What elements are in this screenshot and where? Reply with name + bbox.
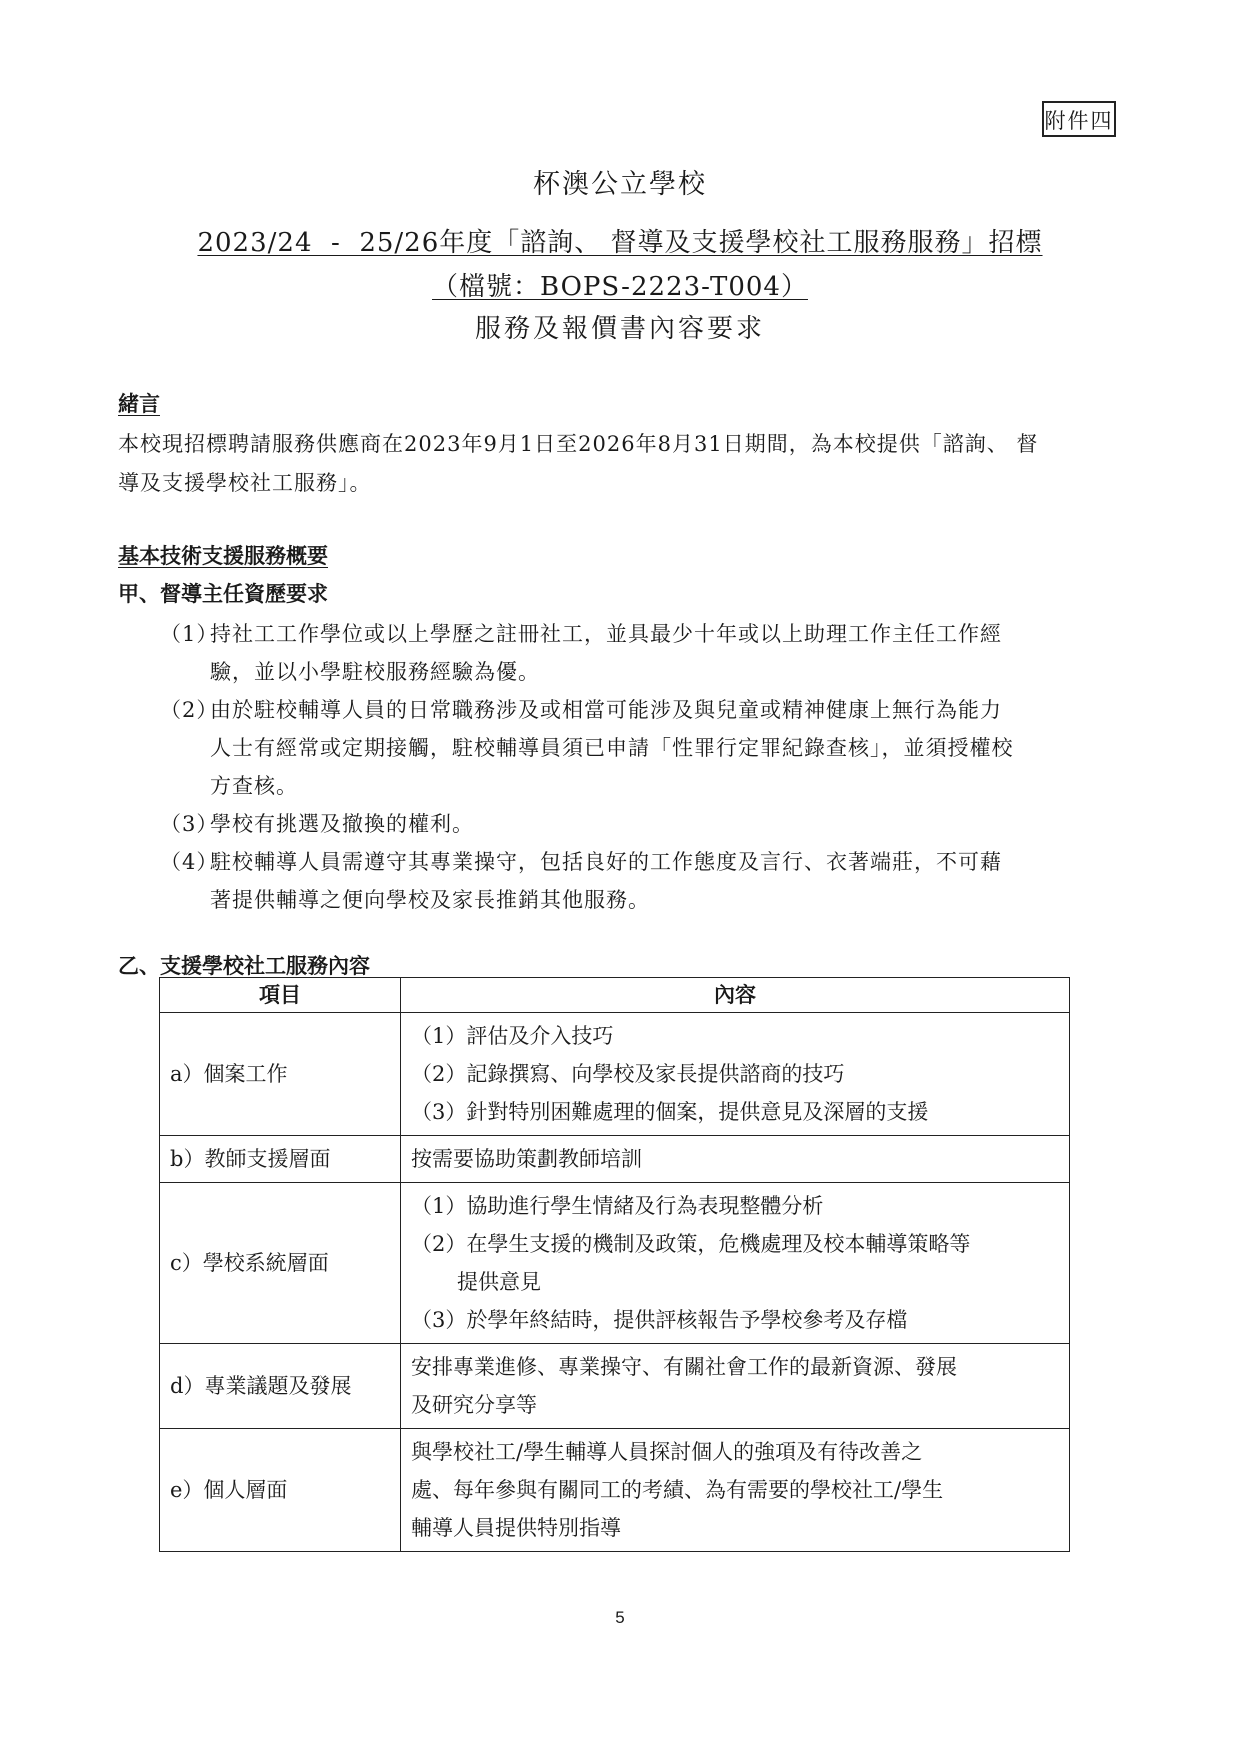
- school-name: 杯澳公立學校: [533, 169, 707, 200]
- row-content: [401, 1013, 1070, 1136]
- content-line: （2）在學生支援的機制及政策，危機處理及校本輔導策略等: [411, 1232, 971, 1256]
- table-row: [160, 1344, 1070, 1429]
- content-line: 按需要協助策劃教師培訓: [411, 1147, 642, 1171]
- table-row: [160, 1013, 1070, 1136]
- row-item: c）學校系統層面: [160, 1183, 401, 1344]
- item-3-num: （3）: [160, 812, 219, 836]
- intro-heading: 緒言: [118, 391, 160, 416]
- intro-line-1: 本校現招標聘請服務供應商在2023年9月1日至2026年8月31日期間，為本校提供「諮詢、 督: [118, 432, 1039, 456]
- content-line: 及研究分享等: [411, 1393, 537, 1417]
- annex-label: 附件四: [1042, 101, 1116, 137]
- basic-heading: 基本技術支援服務概要: [118, 543, 328, 568]
- content-line: （2）記錄撰寫、向學校及家長提供諮商的技巧: [411, 1062, 845, 1086]
- file-number-text: （檔號：BOPS-2223-T004）: [432, 272, 808, 302]
- content-line: 與學校社工/學生輔導人員探討個人的強項及有待改善之: [411, 1440, 923, 1464]
- item-1-line-2: 驗，並以小學駐校服務經驗為優。: [210, 660, 540, 684]
- content-line: （3）於學年終結時，提供評核報告予學校參考及存檔: [411, 1308, 908, 1332]
- item-4-num: （4）: [160, 850, 219, 874]
- table-row: [160, 1136, 1070, 1183]
- table-row: [160, 1429, 1070, 1552]
- item-2-line-2: 人士有經常或定期接觸，駐校輔導員須已申請「性罪行定罪紀錄查核」，並須授權校: [210, 736, 1014, 760]
- content-line: （3）針對特別困難處理的個案，提供意見及深層的支援: [411, 1100, 929, 1124]
- row-item: d）專業議題及發展: [160, 1344, 401, 1429]
- row-content: [401, 1429, 1070, 1552]
- intro-line-2: 導及支援學校社工服務」。: [118, 471, 372, 495]
- tender-title: [0, 222, 1240, 259]
- row-content: [401, 1183, 1070, 1344]
- content-line: （1）評估及介入技巧: [411, 1024, 614, 1048]
- service-table: [159, 977, 1070, 1552]
- table-row: [160, 1183, 1070, 1344]
- item-3-line-1: 學校有挑選及撤換的權利。: [210, 812, 474, 836]
- section-b-heading: 乙、支援學校社工服務內容: [118, 953, 370, 978]
- table-header-row: [160, 978, 1070, 1013]
- item-1-line-1: 持社工工作學位或以上學歷之註冊社工，並具最少十年或以上助理工作主任工作經: [210, 622, 1002, 646]
- header-item: 項目: [160, 978, 401, 1013]
- item-2-line-3: 方查核。: [210, 774, 298, 798]
- content-line: 安排專業進修、專業操守、有關社會工作的最新資源、發展: [411, 1355, 957, 1379]
- item-2-num: （2）: [160, 698, 219, 722]
- page-number: 5: [615, 1608, 625, 1627]
- item-4-line-1: 駐校輔導人員需遵守其專業操守，包括良好的工作態度及言行、衣著端莊，不可藉: [210, 850, 1002, 874]
- item-4-line-2: 著提供輔導之便向學校及家長推銷其他服務。: [210, 888, 650, 912]
- row-item: b）教師支援層面: [160, 1136, 401, 1183]
- item-2-line-1: 由於駐校輔導人員的日常職務涉及或相當可能涉及與兒童或精神健康上無行為能力: [210, 698, 1002, 722]
- row-item: a）個案工作: [160, 1013, 401, 1136]
- row-content: [401, 1136, 1070, 1183]
- content-line: （1）協助進行學生情緒及行為表現整體分析: [411, 1194, 824, 1218]
- content-line: 輔導人員提供特別指導: [411, 1516, 621, 1540]
- file-number: [0, 266, 1240, 303]
- content-line: 提供意見: [457, 1270, 541, 1294]
- section-a-heading: 甲、督導主任資歷要求: [118, 581, 328, 606]
- content-line: 處、每年參與有關同工的考績、為有需要的學校社工/學生: [411, 1478, 944, 1502]
- row-content: [401, 1344, 1070, 1429]
- tender-title-text: 2023/24 - 25/26年度「諮詢、 督導及支援學校社工服務服務」招標: [197, 228, 1043, 258]
- header-content: 內容: [401, 978, 1070, 1013]
- document-subtitle: 服務及報價書內容要求: [474, 314, 765, 344]
- item-1-num: （1）: [160, 622, 219, 646]
- row-item: e）個人層面: [160, 1429, 401, 1552]
